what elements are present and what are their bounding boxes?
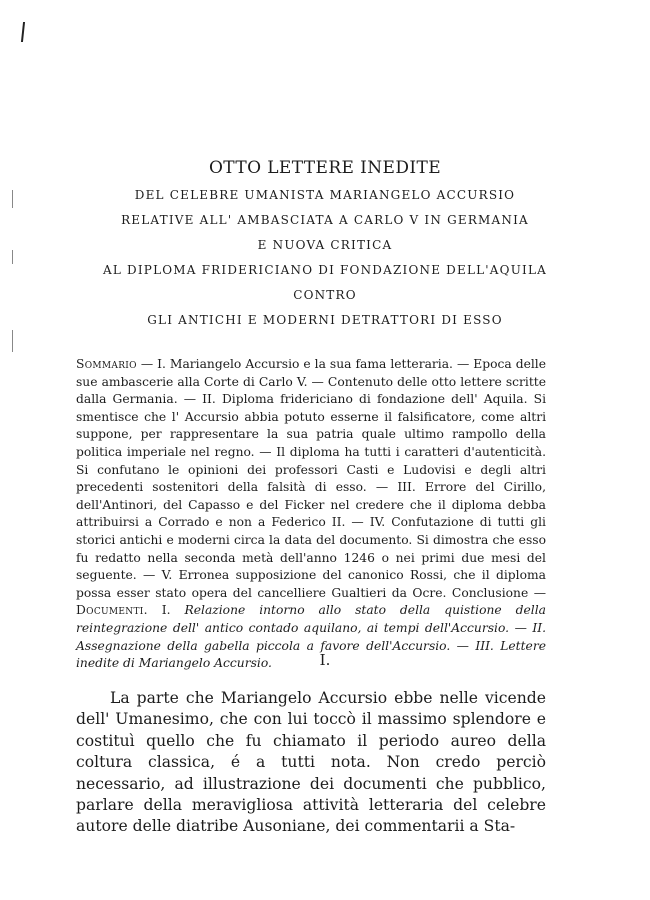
title-line: CONTRO — [293, 288, 357, 302]
title-line: DEL CELEBRE UMANISTA MARIANGELO ACCURSIO — [134, 188, 516, 202]
title-main: OTTO LETTERE INEDITE — [208, 158, 442, 178]
summary-text: I. — [147, 603, 185, 618]
body-paragraph: La parte che Mariangelo Accursio ebbe nelle vicende dell' Umanesimo, che con lui toccò il massimo splendore e costituì quello che fu chiamato il periodo aureo della coltura classica, é a tutti nota. Non credo perciò necessario, ad illustrazione dei documenti che pubblico, parlare della meravigliosa attività letteraria del celebre autore delle diatribe Ausoniane, dei commentarii a Sta- — [76, 689, 546, 836]
title-line: GLI ANTICHI E MODERNI DETRATTORI DI ESSO — [147, 313, 503, 327]
section-number: I. — [319, 651, 331, 669]
summary-text: — — [450, 638, 476, 653]
title-line: AL DIPLOMA FRIDERICIANO DI FONDAZIONE DELL'AQUILA — [103, 263, 547, 277]
summary-text: — I. Mariangelo Accursio e la sua fama letteraria. — Epoca delle sue ambascerie alla Corte di Carlo V. — Contenuto delle otto lettere scritte dalla Germania. — II. Diploma fridericiano di fondazione dell' Aquila. Si smentisce che l' Accursio abbia potuto esserne il falsificatore, come altri suppone, per rappresentare la sua patria quale ultimo rampollo della politica imperiale nel regno. — Il diploma ha tutti i caratteri d'autenticità. Si confutano le opinioni dei professori Casti e Ludovisi e degli altri precedenti sostenitori della falsità di esso. — III. Errore del Cirillo, dell'Antinori, del Capasso e del Ficker nel credere che il diploma debba attribuirsi a Corrado e non a Federico II. — IV. Confutazione di tutti gli storici antichi e moderni circa la data del documento. Si dimostra che esso fu redatto nella seconda metà dell'anno 1246 o nei primi due mesi del seguente. — V. Erronea supposizione del canonico Rossi, che il diploma possa esser stato opera del cancelliere Gualtieri da Ocre. Conclusione — — [76, 357, 546, 600]
document-title: Relazione intorno allo stato della quistione della reintegrazione dell' antico contado aquilano, ai tempi dell'Accursio. — [76, 603, 546, 635]
title-line: E NUOVA CRITICA — [257, 238, 393, 252]
summary-lead: Sommario — [76, 357, 137, 371]
summary — [76, 356, 546, 673]
title-block — [0, 158, 650, 338]
margin-mark — [21, 22, 25, 42]
document-title: III. Lettere inedite di Mariangelo Accursio. — [76, 638, 546, 671]
summary-text: — — [509, 620, 533, 635]
document-title: II. Assegnazione della gabella piccola a favore dell'Accursio. — [76, 620, 546, 653]
title-line: RELATIVE ALL' AMBASCIATA A CARLO V IN GERMANIA — [121, 213, 529, 227]
documenti-label: Documenti. — [76, 603, 148, 618]
